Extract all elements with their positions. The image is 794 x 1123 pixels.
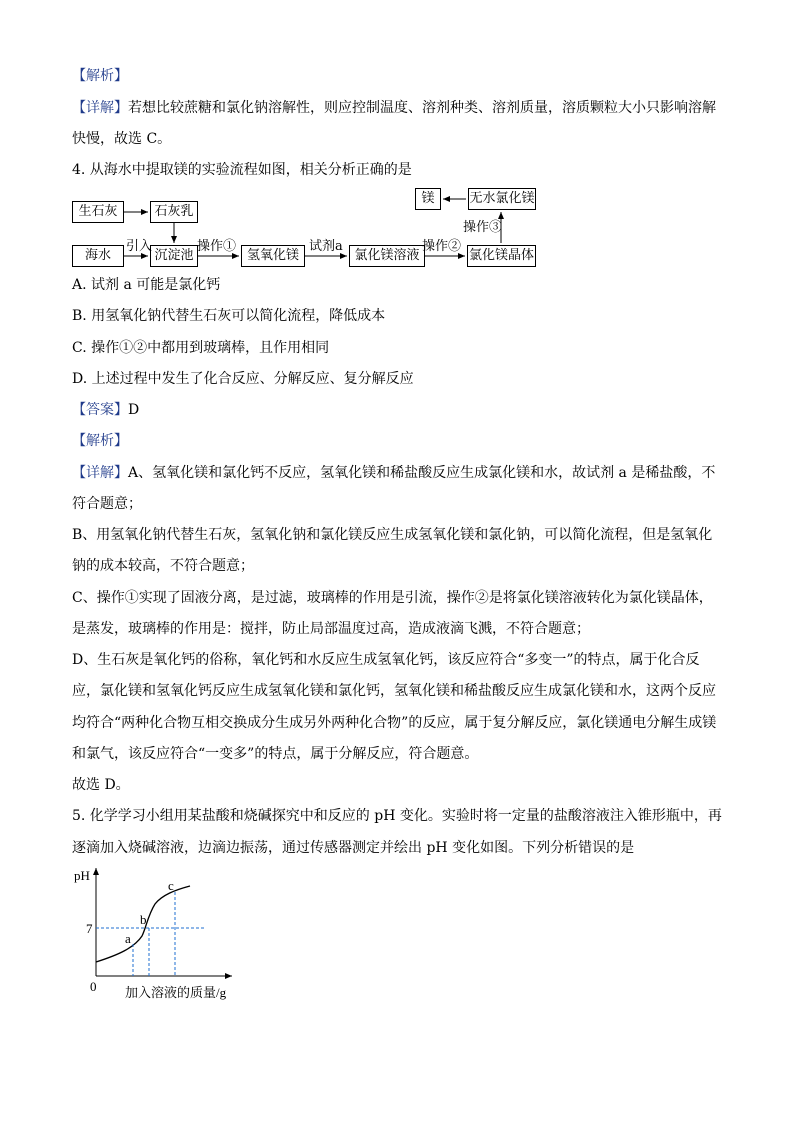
answer-value: D bbox=[128, 402, 140, 418]
detail-tag-q4: 【详解】 bbox=[72, 465, 128, 481]
point-a-label: a bbox=[125, 931, 131, 946]
answer-tag: 【答案】 bbox=[72, 402, 128, 418]
question-5-stem-line-2: 逐滴加入烧碱溶液，边滴边振荡，通过传感器测定并绘出 pH 变化如图。下列分析错误的是 bbox=[72, 840, 635, 856]
label-op3: 操作③ bbox=[463, 220, 503, 235]
option-b: B. 用氢氧化钠代替生石灰可以简化流程，降低成本 bbox=[72, 308, 386, 324]
box-mg: 镁 bbox=[415, 188, 441, 210]
label-op2: 操作② bbox=[422, 239, 462, 254]
tick-7: 7 bbox=[86, 921, 93, 936]
point-b-label: b bbox=[140, 912, 147, 927]
explain-line-6: D、生石灰是氧化钙的俗称，氧化钙和水反应生成氢氧化钙，该反应符合“多变一”的特点，属于化合反 bbox=[72, 652, 700, 668]
analysis-tag-q4: 【解析】 bbox=[72, 433, 128, 449]
question-5-stem-line-1: 5. 化学学习小组用某盐酸和烧碱探究中和反应的 pH 变化。实验时将一定量的盐酸溶液注入锥形瓶中，再 bbox=[72, 808, 722, 824]
box-settling-tank: 沉淀池 bbox=[150, 245, 198, 267]
explain-line-5: 是蒸发，玻璃棒的作用是：搅拌，防止局部温度过高，造成液滴飞溅，不符合题意； bbox=[72, 621, 590, 637]
conclusion: 故选 D。 bbox=[72, 777, 130, 793]
y-axis-label: pH bbox=[74, 868, 90, 883]
detail-line-2: 快慢，故选 C。 bbox=[72, 131, 172, 147]
origin-label: 0 bbox=[90, 979, 97, 994]
explain-line-9: 和氯气，该反应符合“一变多”的特点，属于分解反应，符合题意。 bbox=[72, 746, 479, 762]
explain-line-8: 均符合“两种化合物互相交换成分生成另外两种化合物”的反应，属于复分解反应，氯化镁通电分解生成镁 bbox=[72, 715, 717, 731]
box-mg-hydroxide: 氢氧化镁 bbox=[241, 245, 305, 267]
analysis-tag: 【解析】 bbox=[72, 68, 128, 84]
label-reagent-a: 试剂a bbox=[309, 239, 343, 254]
explain-text-0: A、氢氧化镁和氯化钙不反应，氢氧化镁和稀盐酸反应生成氯化镁和水，故试剂 a 是稀盐酸，不 bbox=[128, 465, 716, 481]
option-a: A. 试剂 a 可能是氯化钙 bbox=[72, 277, 221, 293]
point-c-label: c bbox=[168, 878, 174, 893]
explain-line-3: 钠的成本较高，不符合题意； bbox=[72, 558, 254, 574]
explain-line-1: 符合题意； bbox=[72, 496, 142, 512]
box-mgcl2-crystal: 氯化镁晶体 bbox=[467, 245, 536, 267]
explain-line-7: 应，氯化镁和氢氧化钙反应生成氢氧化镁和氯化钙，氢氧化镁和稀盐酸反应生成氯化镁和水，这两个反应 bbox=[72, 683, 716, 699]
explain-line-4: C、操作①实现了固液分离，是过滤，玻璃棒的作用是引流，操作②是将氯化镁溶液转化为氯化镁晶体， bbox=[72, 590, 713, 606]
x-axis-label: 加入溶液的质量/g bbox=[125, 985, 227, 1000]
label-introduce: 引入 bbox=[126, 239, 153, 254]
question-4-stem: 4. 从海水中提取镁的实验流程如图，相关分析正确的是 bbox=[72, 162, 412, 178]
label-op1: 操作① bbox=[197, 239, 237, 254]
option-d: D. 上述过程中发生了化合反应、分解反应、复分解反应 bbox=[72, 371, 414, 387]
explain-line-2: B、用氢氧化钠代替生石灰，氢氧化钠和氯化镁反应生成氢氧化镁和氯化钠，可以简化流程，但是氢氧化 bbox=[72, 527, 713, 543]
box-seawater: 海水 bbox=[72, 245, 124, 267]
option-c: C. 操作①②中都用到玻璃棒，且作用相同 bbox=[72, 340, 330, 356]
box-lime-milk: 石灰乳 bbox=[150, 201, 198, 223]
detail-line-1: 若想比较蔗糖和氯化钠溶解性，则应控制温度、溶剂种类、溶剂质量，溶质颗粒大小只影响溶解 bbox=[128, 100, 716, 116]
detail-tag: 【详解】 bbox=[72, 100, 128, 116]
box-mgcl2-solution: 氯化镁溶液 bbox=[349, 245, 425, 267]
box-quicklime: 生石灰 bbox=[72, 201, 124, 223]
box-anhydrous-mgcl2: 无水氯化镁 bbox=[468, 188, 536, 210]
